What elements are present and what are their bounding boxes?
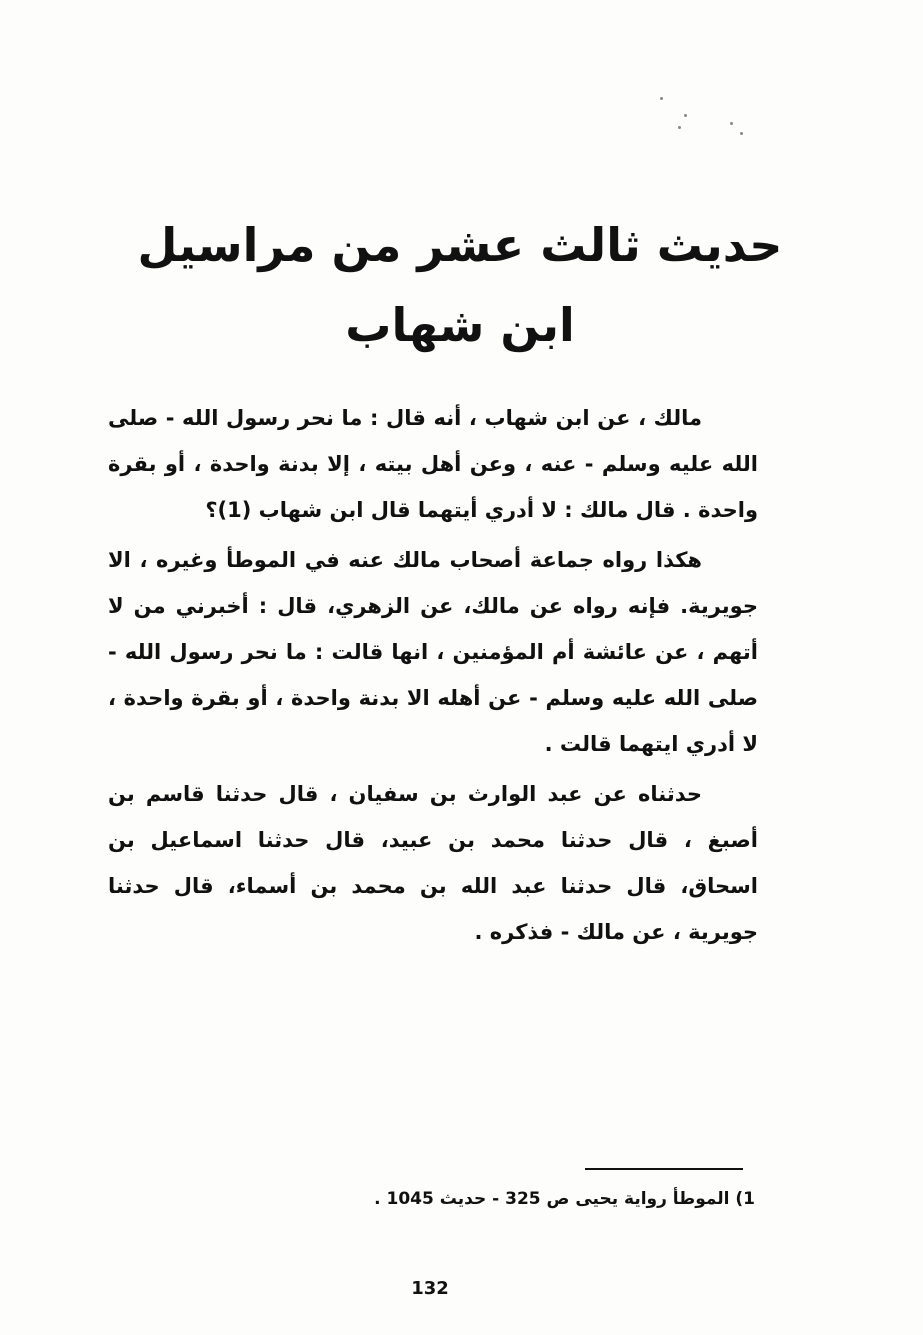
chapter-title-line-2: ابن شهاب [345,298,575,352]
scan-speck [684,114,687,117]
body-text [108,395,758,959]
paragraph-3: حدثناه عن عبد الوارث بن سفيان ، قال حدثنا قاسم بن أصبغ ، قال حدثنا محمد بن عبيد، قال حدثنا اسماعيل بن اسحاق، قال حدثنا عبد الله بن محمد بن أسماء، قال حدثنا جويرية ، عن مالك - فذكره . [108,782,758,944]
scan-specks [640,92,760,152]
scan-speck [740,132,743,135]
footnote-divider [585,1168,743,1170]
chapter-title-line-1: حديث ثالث عشر من مراسيل [137,218,783,272]
page-number: 132 [411,1278,449,1299]
chapter-title [100,205,820,365]
scan-speck [678,126,681,129]
scan-speck [730,122,733,125]
footnote: 1) الموطأ رواية يحيى ص 325 - حديث 1045 . [374,1189,755,1209]
paragraph-1: مالك ، عن ابن شهاب ، أنه قال : ما نحر رسول الله - صلى الله عليه وسلم - عنه ، وعن أهل بيته ، إلا بدنة واحدة ، أو بقرة واحدة . قال مالك : لا أدري أيتهما قال ابن شهاب (1)؟ [108,406,758,522]
paragraph-2: هكذا رواه جماعة أصحاب مالك عنه في الموطأ وغيره ، الا جويرية. فإنه رواه عن مالك، عن الزهري، قال : أخبرني من لا أتهم ، عن عائشة أم المؤمنين ، انها قالت : ما نحر رسول الله - صلى الله عليه وسلم - عن أهله الا بدنة واحدة ، أو بقرة واحدة ، لا أدري ايتهما قالت . [108,548,758,756]
scan-speck [660,97,663,100]
